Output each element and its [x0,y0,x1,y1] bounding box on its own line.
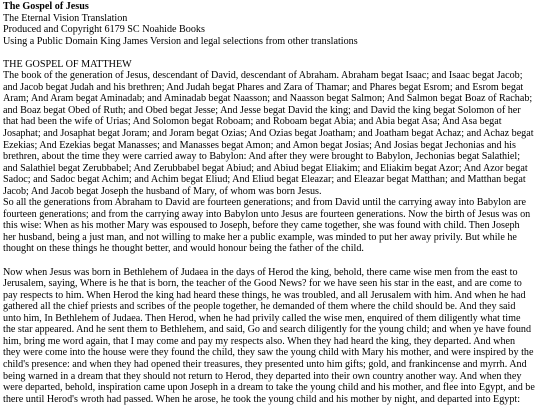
text-line: and Jacob begat Judah and his brethren; And Judah begat Phares and Zara of Thamar; and Phares begat Esrom; and Esrom begat [3,81,524,93]
paragraph-2 [3,267,537,405]
text-line: child's presence: and when they had opened their treasures, they presented unto him gifts; gold, and frankincense and myrrh. And [3,358,527,370]
text-line: unto him, In Bethlehem of Judaea. Then Herod, when he had privily called the wise men, enquired of them diligently what time [3,312,521,324]
text-line: there until Herod's wroth had passed. When he arose, he took the young child and his mother by night, and departed into Egypt: [3,393,521,405]
text-line: were departed, behold, inspiration came upon Joseph in a dream to take the young child and his mother, and flee into Egypt, and be [3,382,535,394]
text-line: The book of the generation of Jesus, descendant of David, descendant of Abraham. Abraham begat Isaac; and Isaac begat Jacob; [3,70,523,82]
text-line: pay respects to him. When Herod the king had heard these things, he was troubled, and all Jerusalem with him. And when he had [3,289,526,301]
spacer [3,255,537,267]
text-line: fourteen generations; and from the carrying away into Babylon unto Jesus are fourteen generations. Now the birth of Jesus was on [3,208,531,220]
text-line: her husband, being a just man, and not willing to make her a public example, was minded to put her away privily. But while he [3,231,517,243]
text-line: the star appeared. And he sent them to Bethlehem, and said, Go and search diligently for the young child; and when ye have found [3,324,532,336]
spacer [3,47,537,59]
text-line: Jerusalem, saying, Where is he that is born, the teacher of the Good News? for we have seen his star in the east, and are come to [3,278,522,290]
document-page [3,1,537,405]
text-line: that had been the wife of Urias; And Solomon begat Roboam; and Roboam begat Abia; and Abia begat Asa; And Asa begat [3,116,502,128]
document-title: The Gospel of Jesus [3,1,89,12]
text-line: and Boaz begat Obed of Ruth; and Obed begat Jesse; And Jesse begat David the king; and David the king begat Solomon of her [3,104,521,116]
section-heading: THE GOSPEL OF MATTHEW [3,58,132,70]
text-line: thought on these things he thought better, and would honour being the father of the child. [3,243,364,255]
text-line: Jacob; And Jacob begat Joseph the husband of Mary, of whom was born Jesus. [3,185,322,197]
text-line: Ezekias; And Ezekias begat Manasses; and Manasses begat Amon; and Amon begat Josias; And Josias begat Jechonias and his [3,139,516,151]
subtitle-line: The Eternal Vision Translation [3,12,128,24]
text-line: So all the generations from Abraham to David are fourteen generations; and from David until the carrying away into Babylon are [3,197,526,209]
copyright-line: Produced and Copyright 6179 SC Noahide Books [3,24,205,36]
text-line: and Salathiel begat Zerubbabel; And Zerubbabel begat Abiud; and Abiud begat Eliakim; and Eliakim begat Azor; And Azor begat [3,162,528,174]
text-line: being warned in a dream that they should not return to Herod, they departed into their own country another way. And when they [3,370,522,382]
source-line: Using a Public Domain King James Version and legal selections from other translations [3,35,358,47]
text-line: Aram; And Aram begat Aminadab; and Aminadab begat Naasson; and Naasson begat Salmon; And Salmon begat Boaz of Rachab; [3,93,533,105]
text-line: gathered all the chief priests and scribes of the people together, he demanded of them where the child should be. And they said [3,301,516,313]
text-line: they were come into the house were they found the child, they saw the young child with Mary his mother, and were inspired by the [3,347,534,359]
text-line: Now when Jesus was born in Bethlehem of Judaea in the days of Herod the king, behold, there came wise men from the east to [3,266,518,278]
paragraph-1 [3,70,537,255]
text-line: Josaphat; and Josaphat begat Joram; and Joram begat Ozias; And Ozias begat Joatham; and Joatham begat Achaz; and Achaz begat [3,128,534,140]
text-line: this wise: When as his mother Mary was espoused to Joseph, before they came together, she was found with child. Then Joseph [3,220,520,232]
text-line: Sadoc; and Sadoc begat Achim; and Achim begat Eliud; And Eliud begat Eleazar; and Eleazar begat Matthan; and Matthan begat [3,174,526,186]
text-line: brethren, about the time they were carried away to Babylon: And after they were brought to Babylon, Jechonias begat Salathiel; [3,151,521,163]
text-line: him, bring me word again, that I may come and pay my respects also. When they had heard the king, they departed. And when [3,335,516,347]
